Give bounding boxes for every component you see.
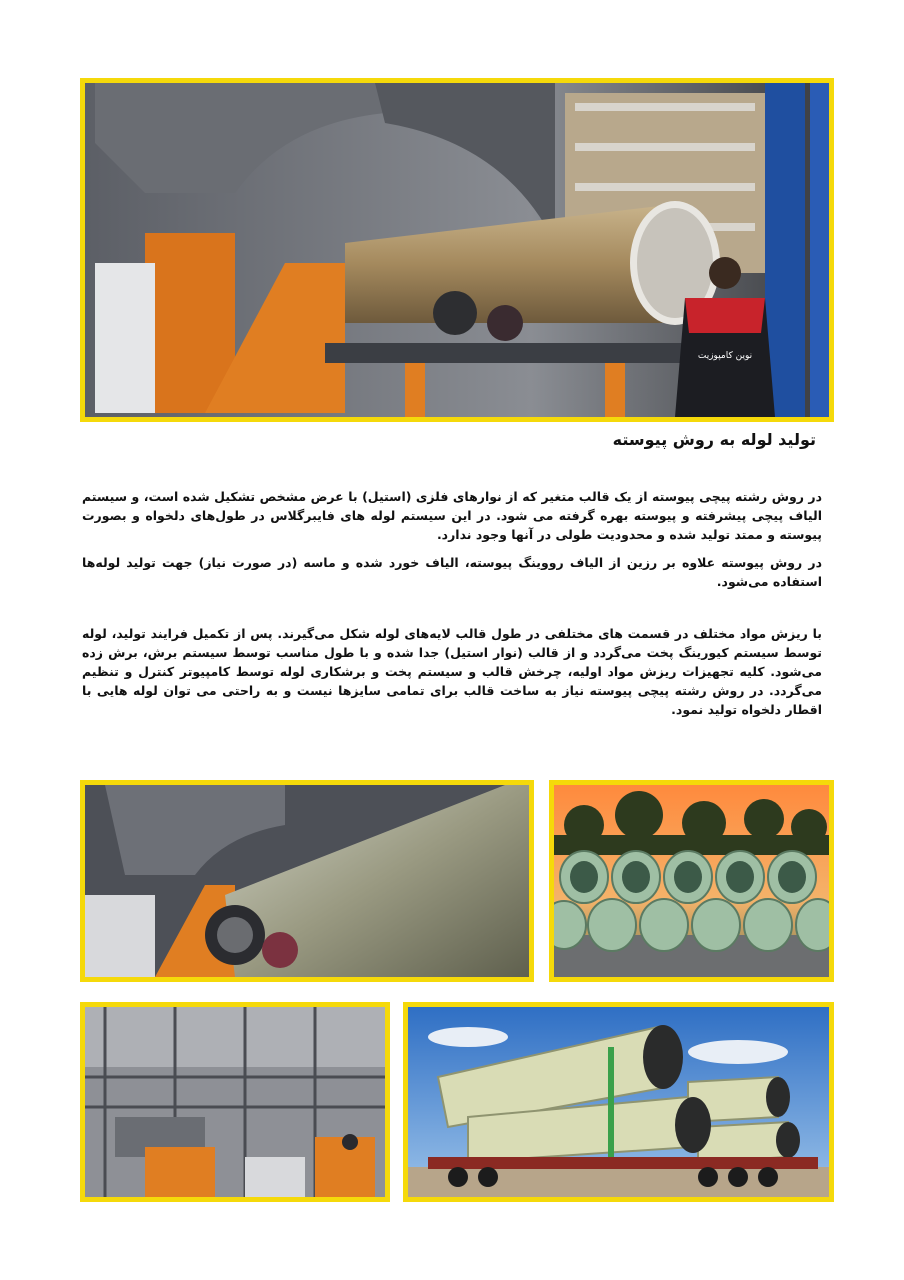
- section-heading: تولید لوله به روش پیوسته: [612, 430, 816, 449]
- paragraph-3: [82, 624, 822, 719]
- factory-pipe-winding-image: [85, 83, 829, 417]
- main-factory-photo: [80, 78, 834, 422]
- winding-machine-image: [85, 785, 529, 977]
- paragraph-2-text: در روش پیوسته علاوه بر رزین از الیاف رووینگ پیوسته، الیاف خورد شده و ماسه (در صورت نیاز) جهت تولید لوله‌ها استفاده می‌شود.: [82, 555, 822, 589]
- paragraph-1: [82, 487, 822, 544]
- pipes-on-truck-photo: [403, 1002, 834, 1202]
- production-line-photo: [80, 1002, 390, 1202]
- winding-machine-photo: [80, 780, 534, 982]
- paragraph-1-text: در روش رشته پیچی پیوسته از یک قالب متغیر که از نوارهای فلزی (استیل) با عرض مشخص تشکیل شده است، و سیستم الیاف پیچی پیشرفته و پیوسته بهره گرفته می شود. در این سیستم لوله های فایبرگلاس در طول‌های دلخواه و بصورت پیوسته و ممتد تولید شده و محدودیت طولی در آنها وجود ندارد.: [82, 489, 822, 542]
- pipe-stacks-sunset-photo: [549, 780, 834, 982]
- jacket-logo-text: نوین کامپوزیت: [697, 351, 753, 361]
- paragraph-3-text: با ریزش مواد مختلف در قسمت های مختلفی در طول قالب لایه‌های لوله شکل می‌گیرند. پس از تکمیل فرایند تولید، لوله توسط سیستم کیورینگ پخت می‌گردد و از قالب (نوار استیل) جدا شده و با طول مناسب توسط سیستم برش، برش زده می‌شود. کلیه تجهیزات ریزش مواد اولیه، چرخش قالب و سیستم پخت و برشکاری لوله توسط کامپیوتر کنترل و تنظیم می‌گردد. در روش رشته پیچی پیوسته نیاز به ساخت قالب برای تمامی سایزها نیست و به راحتی می توان لوله هایی با اقطار دلخواه تولید نمود.: [82, 626, 822, 717]
- pipe-stacks-image: [554, 785, 829, 977]
- production-line-image: [85, 1007, 385, 1197]
- paragraph-2: [82, 553, 822, 591]
- truck-transport-image: [408, 1007, 829, 1197]
